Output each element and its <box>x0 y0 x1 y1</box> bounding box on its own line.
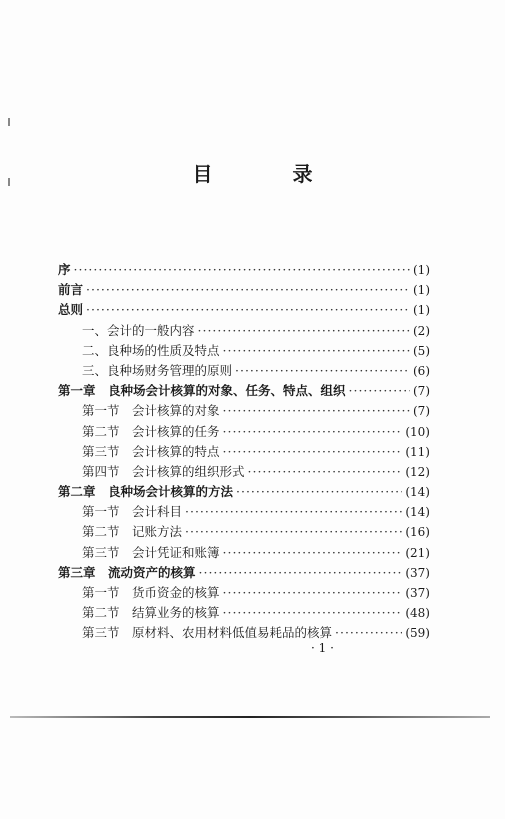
page-title: 目 录 <box>192 162 343 186</box>
toc-entry-page: (2) <box>413 323 430 338</box>
toc-entry-label: 第三节 原材料、农用材料低值易耗品的核算 <box>82 625 333 641</box>
toc-entry[interactable] <box>58 462 430 482</box>
toc-dot-leader <box>236 484 402 499</box>
toc-entry-page: (14) <box>405 485 430 500</box>
toc-entry-label: 第三节 会计凭证和账簿 <box>82 544 220 560</box>
toc-entry-label: 第一章 良种场会计核算的对象、任务、特点、组织 <box>58 383 346 399</box>
toc-dot-leader <box>223 444 403 459</box>
toc-dot-leader <box>223 605 403 620</box>
toc-dot-leader <box>74 262 410 277</box>
toc-entry-label: 第一节 货币资金的核算 <box>82 585 220 600</box>
toc-entry[interactable] <box>58 583 430 603</box>
toc-entry-page: (59) <box>405 626 430 641</box>
toc-entry-label: 第四节 会计核算的组织形式 <box>82 463 245 479</box>
toc-dot-leader <box>223 343 410 358</box>
toc-entry-page: (11) <box>405 444 430 459</box>
toc-entry[interactable] <box>58 381 430 401</box>
toc-entry-page: (1) <box>413 263 430 277</box>
toc-entry[interactable] <box>58 341 430 361</box>
toc-dot-leader <box>86 302 410 317</box>
toc-entry-label: 序 <box>58 262 71 277</box>
table-of-contents <box>58 260 430 644</box>
toc-entry-label: 总则 <box>58 302 84 318</box>
toc-entry[interactable] <box>58 280 430 300</box>
toc-entry-page: (6) <box>413 363 430 378</box>
toc-dot-leader <box>223 545 403 560</box>
toc-entry-label: 第一节 会计科目 <box>82 504 183 520</box>
toc-dot-leader <box>198 323 410 338</box>
toc-entry-label: 第三节 会计核算的特点 <box>82 443 220 459</box>
scan-edge-mark <box>8 178 10 186</box>
toc-entry-label: 一、会计的一般内容 <box>82 322 195 338</box>
toc-entry[interactable] <box>58 482 430 502</box>
toc-entry-label: 第一节 会计核算的对象 <box>82 403 220 419</box>
toc-entry-page: (37) <box>405 586 430 600</box>
toc-entry-page: (21) <box>405 545 430 560</box>
scan-edge-line <box>10 716 490 718</box>
toc-entry[interactable] <box>58 300 430 320</box>
toc-dot-leader <box>223 585 403 600</box>
toc-entry[interactable] <box>58 442 430 462</box>
toc-entry-label: 第二节 结算业务的核算 <box>82 605 220 621</box>
toc-entry[interactable] <box>58 321 430 341</box>
toc-entry-page: (7) <box>413 404 430 419</box>
toc-entry[interactable] <box>58 401 430 421</box>
toc-dot-leader <box>185 504 402 519</box>
toc-entry-page: (1) <box>413 283 430 298</box>
toc-entry-label: 前言 <box>58 282 84 298</box>
scan-edge-mark <box>8 118 10 126</box>
page-number-footer: · 1 · <box>311 641 334 655</box>
toc-entry-page: (16) <box>405 525 430 540</box>
toc-entry-page: (7) <box>413 384 430 399</box>
toc-entry-label: 第二节 会计核算的任务 <box>82 423 220 439</box>
toc-entry[interactable] <box>58 522 430 542</box>
toc-dot-leader <box>335 625 402 640</box>
toc-entry-label: 第二节 记账方法 <box>82 524 183 540</box>
toc-entry-label: 第三章 流动资产的核算 <box>58 564 196 580</box>
toc-dot-leader <box>86 282 410 297</box>
toc-dot-leader <box>223 424 403 439</box>
toc-entry-label: 二、良种场的性质及特点 <box>82 342 220 358</box>
toc-entry-page: (48) <box>405 606 430 621</box>
toc-entry[interactable] <box>58 422 430 442</box>
toc-dot-leader <box>185 524 402 539</box>
toc-entry-page: (12) <box>405 464 430 479</box>
toc-entry-label: 第二章 良种场会计核算的方法 <box>58 484 234 500</box>
toc-entry[interactable] <box>58 260 430 280</box>
toc-entry-page: (10) <box>405 424 430 439</box>
toc-dot-leader <box>199 565 403 580</box>
toc-dot-leader <box>349 383 410 398</box>
toc-entry-page: (5) <box>413 343 430 358</box>
toc-entry[interactable] <box>58 603 430 623</box>
toc-entry-page: (1) <box>413 303 430 318</box>
toc-dot-leader <box>248 464 403 479</box>
toc-entry-label: 三、良种场财务管理的原则 <box>82 362 233 378</box>
toc-entry[interactable] <box>58 543 430 563</box>
toc-entry-page: (37) <box>405 565 430 580</box>
toc-entry-page: (14) <box>405 505 430 520</box>
toc-entry[interactable] <box>58 361 430 381</box>
toc-dot-leader <box>223 403 410 418</box>
toc-entry[interactable] <box>58 563 430 583</box>
toc-dot-leader <box>235 363 410 378</box>
toc-entry[interactable] <box>58 502 430 522</box>
